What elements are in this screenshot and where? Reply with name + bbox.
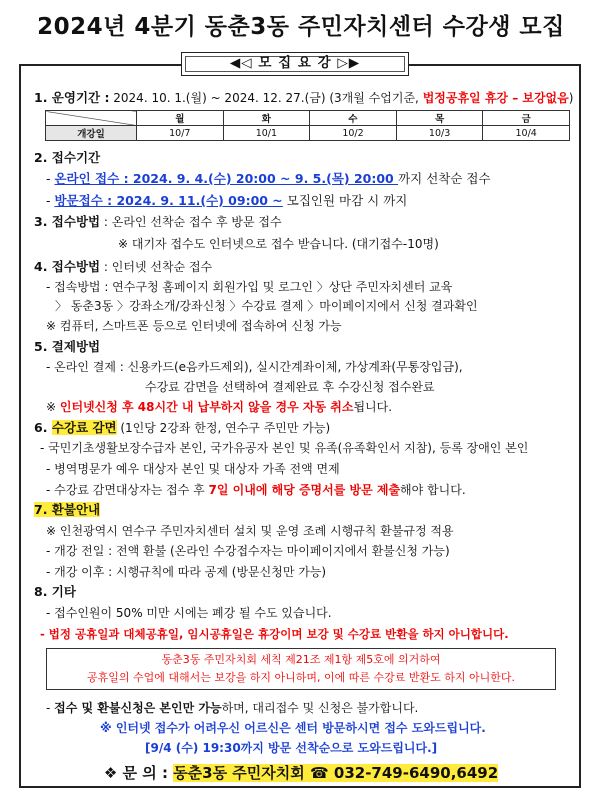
table-cell: 10/2 — [310, 126, 397, 141]
access-method-line: - 접속방법 : 연수구청 홈페이지 회원가입 및 로그인 〉상단 주민자치센터 교육 — [46, 280, 453, 294]
senior-assist-note: ※ 인터넷 접수가 어려우신 어르신은 센터 방문하시면 접수 도와드립니다. — [100, 721, 486, 735]
fee-reduction-label: 수강료 감면 — [51, 420, 117, 435]
table-cell: 10/4 — [483, 126, 570, 141]
device-note: ※ 컴퓨터, 스마트폰 등으로 인터넷에 접속하여 신청 가능 — [46, 319, 342, 333]
refund-rule-note: ※ 인천광역시 연수구 주민자치센터 설치 및 운영 조례 시행규칙 환불규정 적용 — [46, 524, 454, 538]
banner-text: ◀◁ 모 집 요 강 ▷▶ — [229, 55, 361, 71]
visit-registration-period: 방문접수 : 2024. 9. 11.(수) 09:00 ~ — [54, 193, 283, 208]
section-3-method: 3. 접수방법 : 온라인 선착순 접수 후 방문 접수 — [34, 214, 282, 229]
section-6-heading: 6. 수강료 감면 (1인당 2강좌 한정, 연수구 주민만 가능) — [34, 420, 331, 435]
visit-registration-line: - 방문접수 : 2024. 9. 11.(수) 09:00 ~ 모집인원 마감 시 까지 — [46, 193, 408, 208]
section-5-heading: 5. 결제방법 — [34, 339, 101, 354]
contact-label: ❖ 문 의 : — [103, 764, 174, 782]
self-registration-note: - 접수 및 환불신청은 본인만 가능하며, 대리접수 및 신청은 불가합니다. — [46, 701, 419, 715]
section-banner — [181, 52, 409, 76]
regulation-notice-box: 동춘3동 주민자치회 세칙 제21조 제1항 제5호에 의거하여 공휴일의 수업에 대해서는 보강을 하지 아니하며, 이에 따른 수강료 반환도 하지 아니한다. — [46, 648, 556, 690]
table-header-cell: 금 — [483, 111, 570, 126]
assist-deadline-note: [9/4 (수) 19:30까지 방문 선착순으로 도와드립니다.] — [145, 741, 438, 755]
no-makeup-note: 법정공휴일 휴강 – 보강없음 — [422, 91, 569, 105]
holiday-policy: - 법정 공휴일과 대체공휴일, 임시공휴일은 휴강이며 보강 및 수강료 반환을 하지 아니합니다. — [40, 627, 509, 641]
page-title: 2024년 4분기 동춘3동 주민자치센터 수강생 모집 — [37, 14, 565, 40]
start-date-table — [45, 110, 570, 141]
contact-line — [0, 762, 602, 783]
refund-before-start: - 개강 전일 : 전액 환불 (온라인 수강접수자는 마이페이지에서 환불신청 가능) — [46, 544, 450, 558]
section-1-operation-period: 1. 운영기간 : 2024. 10. 1.(월) ~ 2024. 12. 27.(금) (3개월 수업기준, 법정공휴일 휴강 – 보강없음) — [34, 90, 574, 105]
table-row-label: 개강일 — [46, 126, 137, 141]
section-4-method: 4. 접수방법 : 인터넷 선착순 접수 — [34, 259, 213, 274]
table-header-cell: 화 — [223, 111, 310, 126]
certificate-deadline: - 수강료 감면대상자는 접수 후 7일 이내에 해당 증명서를 방문 제출해야 합니다. — [46, 483, 466, 497]
section-2-heading: 2. 접수기간 — [34, 150, 101, 165]
table-cell: 10/7 — [137, 126, 224, 141]
table-header-cell: 수 — [310, 111, 397, 126]
table-cell: 10/3 — [396, 126, 483, 141]
section-7-heading: 7. 환불안내 — [34, 502, 101, 517]
waitlist-note: ※ 대기자 접수도 인터넷으로 접수 받습니다. (대기접수-10명) — [118, 237, 439, 251]
section-8-heading: 8. 기타 — [34, 584, 76, 599]
cancellation-note: - 접수인원이 50% 미만 시에는 폐강 될 수도 있습니다. — [46, 606, 332, 620]
table-corner — [46, 111, 137, 126]
online-payment-line: - 온라인 결제 : 신용카드(e음카드제외), 실시간계좌이체, 가상계좌(무통장입금), — [46, 360, 463, 374]
table-header-cell: 목 — [396, 111, 483, 126]
payment-discount-line: 수강료 감면을 선택하여 결제완료 후 수강신청 접수완료 — [145, 380, 435, 394]
refund-after-start: - 개강 이후 : 시행규칙에 따라 공제 (방문신청만 가능) — [46, 565, 327, 579]
eligible-recipients: - 국민기초생활보장수급자 본인, 국가유공자 본인 및 유족(유족확인서 지참), 등록 장애인 본인 — [40, 441, 529, 455]
online-registration-line: - 온라인 접수 : 2024. 9. 4.(수) 20:00 ~ 9. 5.(목) 20:00 까지 선착순 접수 — [46, 171, 491, 186]
contact-value: 동춘3동 주민자치회 ☎ 032-749-6490,6492 — [173, 764, 499, 782]
military-family-exemption: - 병역명문가 예우 대상자 본인 및 대상자 가족 전액 면제 — [46, 462, 340, 476]
auto-cancel-warning: ※ 인터넷신청 후 48시간 내 납부하지 않을 경우 자동 취소됩니다. — [46, 400, 393, 414]
table-header-cell: 월 — [137, 111, 224, 126]
access-method-path: 〉 동춘3동 〉강좌소개/강좌신청 〉수강료 결제 〉마이페이지에서 신청 결과확인 — [55, 299, 478, 313]
table-cell: 10/1 — [223, 126, 310, 141]
online-registration-period: 온라인 접수 : 2024. 9. 4.(수) 20:00 ~ 9. 5.(목) 20:00 — [54, 171, 399, 186]
